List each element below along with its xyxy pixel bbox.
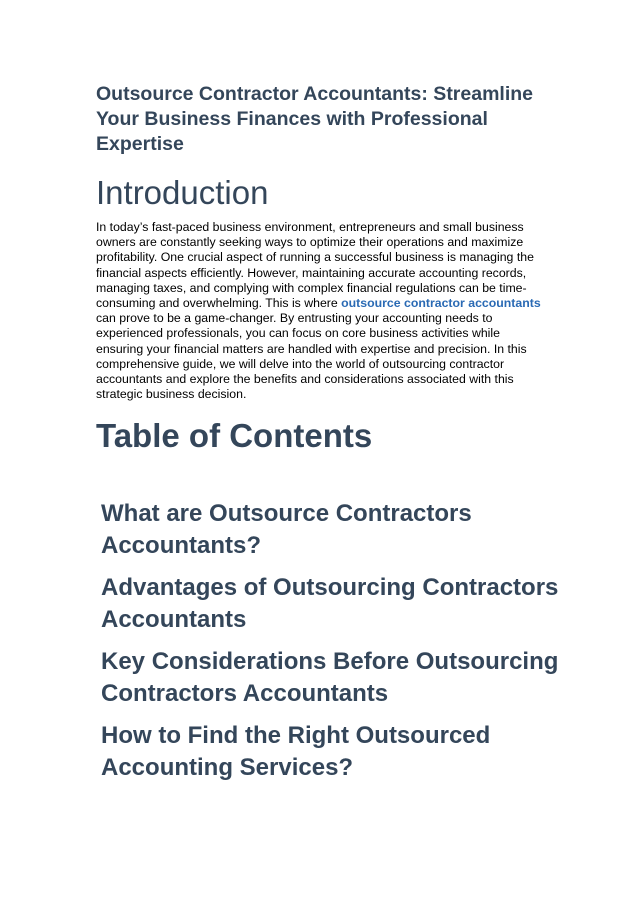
outsource-contractor-accountants-link[interactable]: outsource contractor accountants <box>341 296 541 311</box>
toc-item-key-considerations[interactable]: Key Considerations Before Outsourcing Contractors Accountants <box>101 648 559 707</box>
table-of-contents-heading: Table of Contents <box>96 417 373 454</box>
table-of-contents-list <box>101 498 571 794</box>
introduction-paragraph <box>96 220 546 402</box>
introduction-heading: Introduction <box>96 174 269 211</box>
intro-text-start: In today’s fast-paced business environment, entrepreneurs and small business owners are constantly seeking ways to optimize their operations and maximize profitability. One crucial aspect of running a successful business is managing the financial aspects efficiently. However, maintaining accurate accounting records, managing taxes, and complying with complex financial regulations can be time-consuming and overwhelming. This is where <box>96 220 534 311</box>
toc-item-advantages-of-outsourcing[interactable]: Advantages of Outsourcing Contractors Accountants <box>101 574 559 633</box>
toc-item-what-are-outsource-contractors-accountants[interactable]: What are Outsource Contractors Accountants? <box>101 500 472 559</box>
document-title: Outsource Contractor Accountants: Streamline Your Business Finances with Professional Expertise <box>96 83 534 155</box>
intro-text-end: can prove to be a game-changer. By entrusting your accounting needs to experienced professionals, you can focus on core business activities while ensuring your financial matters are handled with expertise and precision. In this comprehensive guide, we will delve into the world of outsourcing contractor accountants and explore the benefits and considerations associated with this strategic business decision. <box>96 311 527 402</box>
toc-item-find-right-services[interactable]: How to Find the Right Outsourced Accounting Services? <box>101 722 491 781</box>
